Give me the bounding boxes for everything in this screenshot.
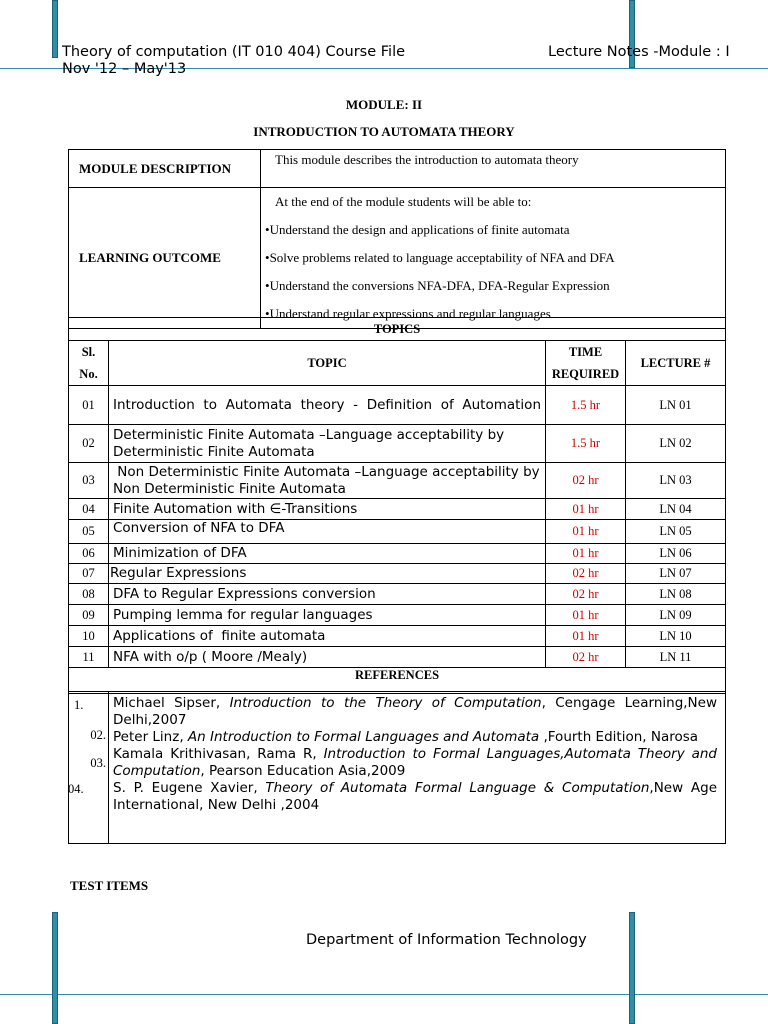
col-header-topic: TOPIC xyxy=(109,341,546,386)
topics-heading: TOPICS xyxy=(69,318,726,341)
reference-num: 1. xyxy=(74,698,84,712)
table-row xyxy=(69,499,726,520)
row-sl: 02 xyxy=(69,425,109,463)
row-topic: Conversion of NFA to DFA xyxy=(109,520,546,544)
lecture-notes-label: Lecture Notes -Module : I xyxy=(548,44,730,60)
row-lecture: LN 08 xyxy=(626,584,726,605)
reference-num: 03. xyxy=(90,756,106,770)
reference-item: Kamala Krithivasan, Rama R, Introduction to Formal Languages,Automata Theory and Computation, Pearson Education Asia,2009 xyxy=(113,746,717,779)
row-sl: 10 xyxy=(69,626,109,647)
description-label: MODULE DESCRIPTION xyxy=(69,150,261,188)
learning-outcome-cell xyxy=(261,188,726,329)
course-title: Theory of computation (IT 010 404) Course File xyxy=(62,44,406,60)
row-time: 01 hr xyxy=(546,626,626,647)
header-left-bar xyxy=(52,0,58,58)
reference-num: 04. xyxy=(68,782,84,796)
row-time: 02 hr xyxy=(546,584,626,605)
row-lecture: LN 06 xyxy=(626,544,726,564)
outcome-item: •Understand the design and applications of finite automata xyxy=(265,222,570,237)
session-label: Nov '12 – May'13 xyxy=(62,61,187,77)
row-topic: Finite Automation with ∈-Transitions xyxy=(109,499,546,520)
footer-right-bar xyxy=(629,912,635,1024)
row-sl: 08 xyxy=(69,584,109,605)
table-row xyxy=(69,520,726,544)
reference-list xyxy=(109,692,726,844)
table-row xyxy=(69,544,726,564)
reference-item: Peter Linz, An Introduction to Formal Languages and Automata ,Fourth Edition, Narosa xyxy=(113,729,699,745)
row-sl: 01 xyxy=(69,386,109,425)
row-lecture: LN 01 xyxy=(626,386,726,425)
col-header-sl: Sl. No. xyxy=(69,341,109,386)
topics-table xyxy=(68,317,726,694)
row-time: 01 hr xyxy=(546,544,626,564)
description-text: This module describes the introduction to automata theory xyxy=(261,150,726,188)
reference-item: Michael Sipser, Introduction to the Theory of Computation, Cengage Learning,New Delhi,2007 xyxy=(113,695,717,728)
table-row xyxy=(69,425,726,463)
col-header-lecture: LECTURE # xyxy=(626,341,726,386)
row-time: 1.5 hr xyxy=(546,386,626,425)
row-sl: 11 xyxy=(69,647,109,668)
reference-numbers xyxy=(69,692,109,844)
table-row xyxy=(69,386,726,425)
outcome-item: •Understand regular expressions and regular languages xyxy=(265,306,551,321)
row-topic: Minimization of DFA xyxy=(109,544,546,564)
row-sl: 04 xyxy=(69,499,109,520)
row-lecture: LN 04 xyxy=(626,499,726,520)
row-lecture: LN 07 xyxy=(626,564,726,584)
table-row xyxy=(69,626,726,647)
row-lecture: LN 03 xyxy=(626,463,726,499)
row-time: 1.5 hr xyxy=(546,425,626,463)
table-row xyxy=(69,647,726,668)
row-topic: NFA with o/p ( Moore /Mealy) xyxy=(109,647,546,668)
module-info-table xyxy=(68,149,726,329)
references-heading: REFERENCES xyxy=(69,668,726,694)
row-topic: Pumping lemma for regular languages xyxy=(109,605,546,626)
row-topic: DFA to Regular Expressions conversion xyxy=(109,584,546,605)
row-lecture: LN 02 xyxy=(626,425,726,463)
row-sl: 06 xyxy=(69,544,109,564)
table-row xyxy=(69,463,726,499)
row-sl: 03 xyxy=(69,463,109,499)
row-time: 01 hr xyxy=(546,499,626,520)
module-title: MODULE: II xyxy=(345,97,423,112)
footer-left-bar xyxy=(52,912,58,1024)
row-time: 02 hr xyxy=(546,564,626,584)
row-sl: 09 xyxy=(69,605,109,626)
outcome-item: •Solve problems related to language acceptability of NFA and DFA xyxy=(265,250,615,265)
row-topic: Regular Expressions xyxy=(109,564,546,584)
row-topic: Deterministic Finite Automata –Language acceptability by Deterministic Finite Automata xyxy=(109,425,546,463)
reference-item: S. P. Eugene Xavier, Theory of Automata Formal Language & Computation,New Age International, New Delhi ,2004 xyxy=(113,780,717,813)
footer-department: Department of Information Technology xyxy=(306,932,587,948)
row-lecture: LN 05 xyxy=(626,520,726,544)
col-header-time: TIME REQUIRED xyxy=(546,341,626,386)
row-topic: Introduction to Automata theory - Definition of Automation xyxy=(109,386,546,425)
row-lecture: LN 11 xyxy=(626,647,726,668)
row-time: 01 hr xyxy=(546,520,626,544)
learning-outcome-label: LEARNING OUTCOME xyxy=(69,188,261,329)
reference-num: 02. xyxy=(90,728,106,742)
table-row xyxy=(69,564,726,584)
learning-intro: At the end of the module students will be able to: xyxy=(275,194,532,209)
table-row xyxy=(69,584,726,605)
module-subtitle: INTRODUCTION TO AUTOMATA THEORY xyxy=(253,124,515,139)
row-sl: 05 xyxy=(69,520,109,544)
row-topic: Non Deterministic Finite Automata –Language acceptability by Non Deterministic Finite Automata xyxy=(109,463,546,499)
row-time: 01 hr xyxy=(546,605,626,626)
row-lecture: LN 10 xyxy=(626,626,726,647)
table-row xyxy=(69,605,726,626)
row-sl: 07 xyxy=(69,564,109,584)
outcome-item: •Understand the conversions NFA-DFA, DFA-Regular Expression xyxy=(265,278,610,293)
row-lecture: LN 09 xyxy=(626,605,726,626)
row-time: 02 hr xyxy=(546,647,626,668)
footer-rule xyxy=(0,994,768,995)
references-table xyxy=(68,691,726,844)
row-time: 02 hr xyxy=(546,463,626,499)
row-topic: Applications of finite automata xyxy=(109,626,546,647)
test-items-heading: TEST ITEMS xyxy=(70,878,149,893)
